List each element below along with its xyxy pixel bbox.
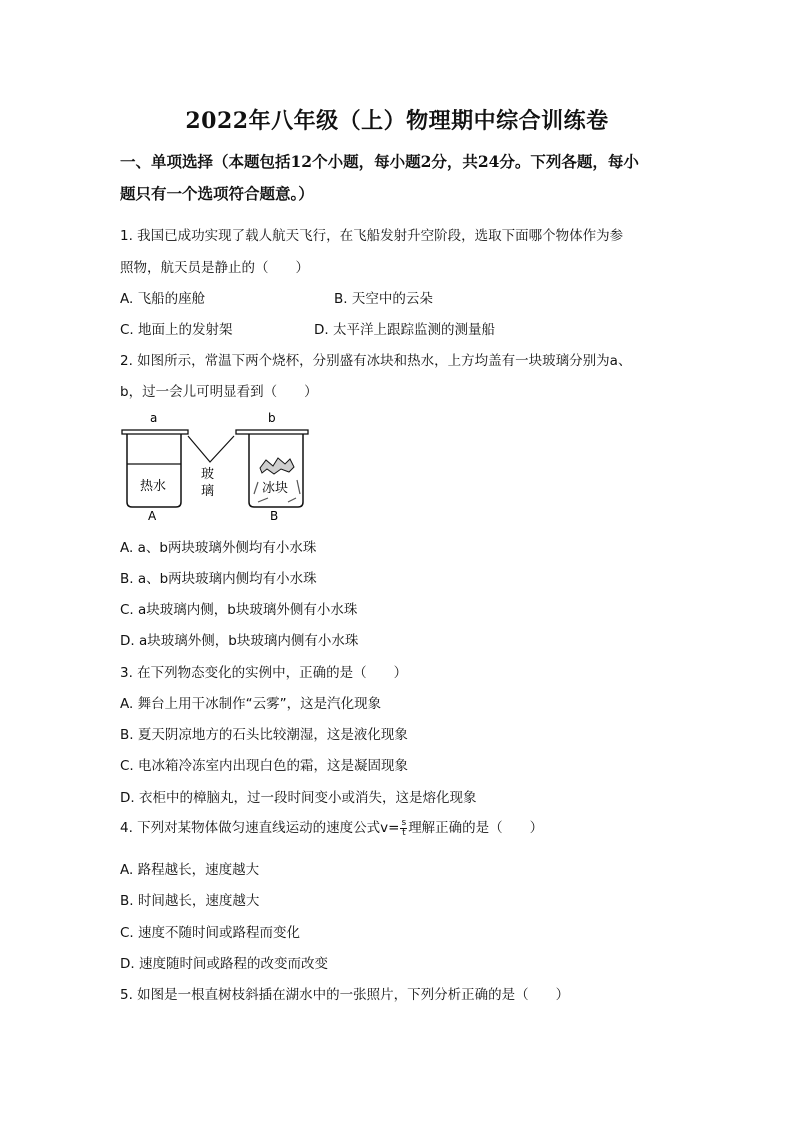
q4-option-b: B. 时间越长，速度越大 (120, 893, 260, 909)
q5-stem: 5. 如图是一根直树枝斜插在湖水中的一张照片，下列分析正确的是（ ） (120, 987, 570, 1003)
q1-stem-line-1: 1. 我国已成功实现了载人航天飞行，在飞船发射升空阶段，选取下面哪个物体作为参 (120, 228, 624, 244)
glass-b-label: b (268, 411, 276, 425)
q3-option-d: D. 衣柜中的樟脑丸，过一段时间变小或消失，这是熔化现象 (120, 790, 477, 806)
q1-stem-line-2: 照物，航天员是静止的（ ） (120, 260, 309, 276)
q1-option-b: B. 天空中的云朵 (334, 291, 433, 307)
q1-option-d: D. 太平洋上跟踪监测的测量船 (314, 322, 495, 338)
glass-plate-b (236, 430, 308, 434)
q4-stem-before: 4. 下列对某物体做匀速直线运动的速度公式v= (120, 820, 400, 836)
glass-plate-a (122, 430, 188, 434)
q3-option-c: C. 电冰箱冷冻室内出现白色的霜，这是凝固现象 (120, 758, 409, 774)
beaker-a (127, 434, 181, 507)
q2-stem-line-2: b，过一会儿可明显看到（ ） (120, 384, 318, 400)
formula-denominator: t (402, 827, 406, 838)
glass-a-label: a (150, 411, 158, 425)
q3-option-b: B. 夏天阴凉地方的石头比较潮湿，这是液化现象 (120, 727, 408, 743)
q3-option-a: A. 舞台上用干冰制作“云雾”，这是汽化现象 (120, 696, 382, 712)
formula-numerator: s (401, 817, 407, 828)
q1-option-a: A. 飞船的座舱 (120, 291, 206, 307)
section-heading-line-1: 一、单项选择（本题包括12个小题，每小题2分，共24分。下列各题，每小 (120, 152, 639, 171)
ice-label: 冰块 (262, 481, 289, 496)
beakers-figure (118, 406, 314, 524)
glass-label-2: 璃 (201, 484, 215, 499)
velocity-formula-fraction (400, 819, 407, 838)
page-title: 2022年八年级（上）物理期中综合训练卷 (185, 108, 609, 134)
section-heading (120, 146, 680, 210)
q4-stem (120, 816, 543, 838)
q2-option-d: D. a块玻璃外侧，b块玻璃内侧有小水珠 (120, 633, 359, 649)
beaker-a-name: A (148, 509, 157, 523)
q2-option-a: A. a、b两块玻璃外侧均有小水珠 (120, 540, 317, 556)
glass-label-1: 玻 (201, 467, 215, 482)
q2-option-b: B. a、b两块玻璃内侧均有小水珠 (120, 571, 317, 587)
q4-option-a: A. 路程越长，速度越大 (120, 862, 260, 878)
q2-option-c: C. a块玻璃内侧，b块玻璃外侧有小水珠 (120, 602, 358, 618)
q2-stem-line-1: 2. 如图所示，常温下两个烧杯，分别盛有冰块和热水，上方均盖有一块玻璃分别为a、 (120, 353, 632, 369)
section-heading-line-2: 题只有一个选项符合题意。） (120, 184, 314, 203)
q3-stem: 3. 在下列物态变化的实例中，正确的是（ ） (120, 665, 408, 681)
q4-stem-after: 理解正确的是（ ） (408, 820, 544, 836)
glass-pointer-lines (188, 436, 234, 462)
q4-option-d: D. 速度随时间或路程的改变而改变 (120, 956, 328, 972)
q4-option-c: C. 速度不随时间或路程而变化 (120, 925, 301, 941)
beaker-b-name: B (270, 509, 279, 523)
q1-option-c: C. 地面上的发射架 (120, 322, 233, 338)
hot-water-label: 热水 (140, 479, 167, 494)
